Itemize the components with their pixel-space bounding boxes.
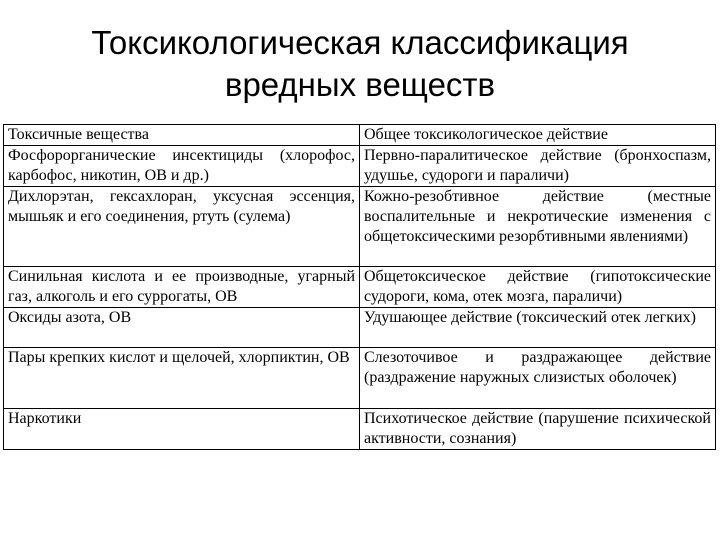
table-row: [4, 267, 716, 308]
substance-cell: Пары крепких кислот и щелочей, хлорпиктин, ОВ: [4, 348, 360, 409]
substance-cell: Синильная кислота и ее производные, угарный газ, алкоголь и его суррогаты, ОВ: [4, 267, 360, 308]
classification-table: [3, 124, 716, 450]
substance-cell: Дихлорэтан, гексахлоран, уксусная эссенция, мышьяк и его соединения, ртуть (сулема): [4, 187, 360, 267]
header-cell-substances: Токсичные вещества: [4, 125, 360, 146]
classification-table-container: [3, 124, 715, 450]
effect-cell: Первно-паралитическое действие (бронхоспазм, удушье, судороги и параличи): [360, 146, 716, 187]
substance-cell: Наркотики: [4, 409, 360, 450]
header-cell-effect: Общее токсикологическое действие: [360, 125, 716, 146]
table-header-row: [4, 125, 716, 146]
table-row: [4, 146, 716, 187]
effect-cell: Слезоточивое и раздражающее действие (раздражение наружных слизистых оболочек): [360, 348, 716, 409]
substance-cell: Оксиды азота, ОВ: [4, 308, 360, 348]
page-title-line-2: вредных веществ: [224, 66, 496, 103]
effect-cell: Кожно-резобтивное действие (местные воспалительные и некротические изменения с общетоксическими резорбтивными явлениями): [360, 187, 716, 267]
page-title-line-1: Токсикологическая классификация: [91, 24, 629, 61]
table-row: [4, 187, 716, 267]
substance-cell: Фосфорорганические инсектициды (хлорофос, карбофос, никотин, ОВ и др.): [4, 146, 360, 187]
table-row: [4, 409, 716, 450]
table-row: [4, 308, 716, 348]
table-row: [4, 348, 716, 409]
effect-cell: Общетоксическое действие (гипотоксические судороги, кома, отек мозга, параличи): [360, 267, 716, 308]
effect-cell: Удушающее действие (токсический отек легких): [360, 308, 716, 348]
page-title: [0, 22, 720, 106]
effect-cell: Психотическое действие (парушение психической активности, сознания): [360, 409, 716, 450]
